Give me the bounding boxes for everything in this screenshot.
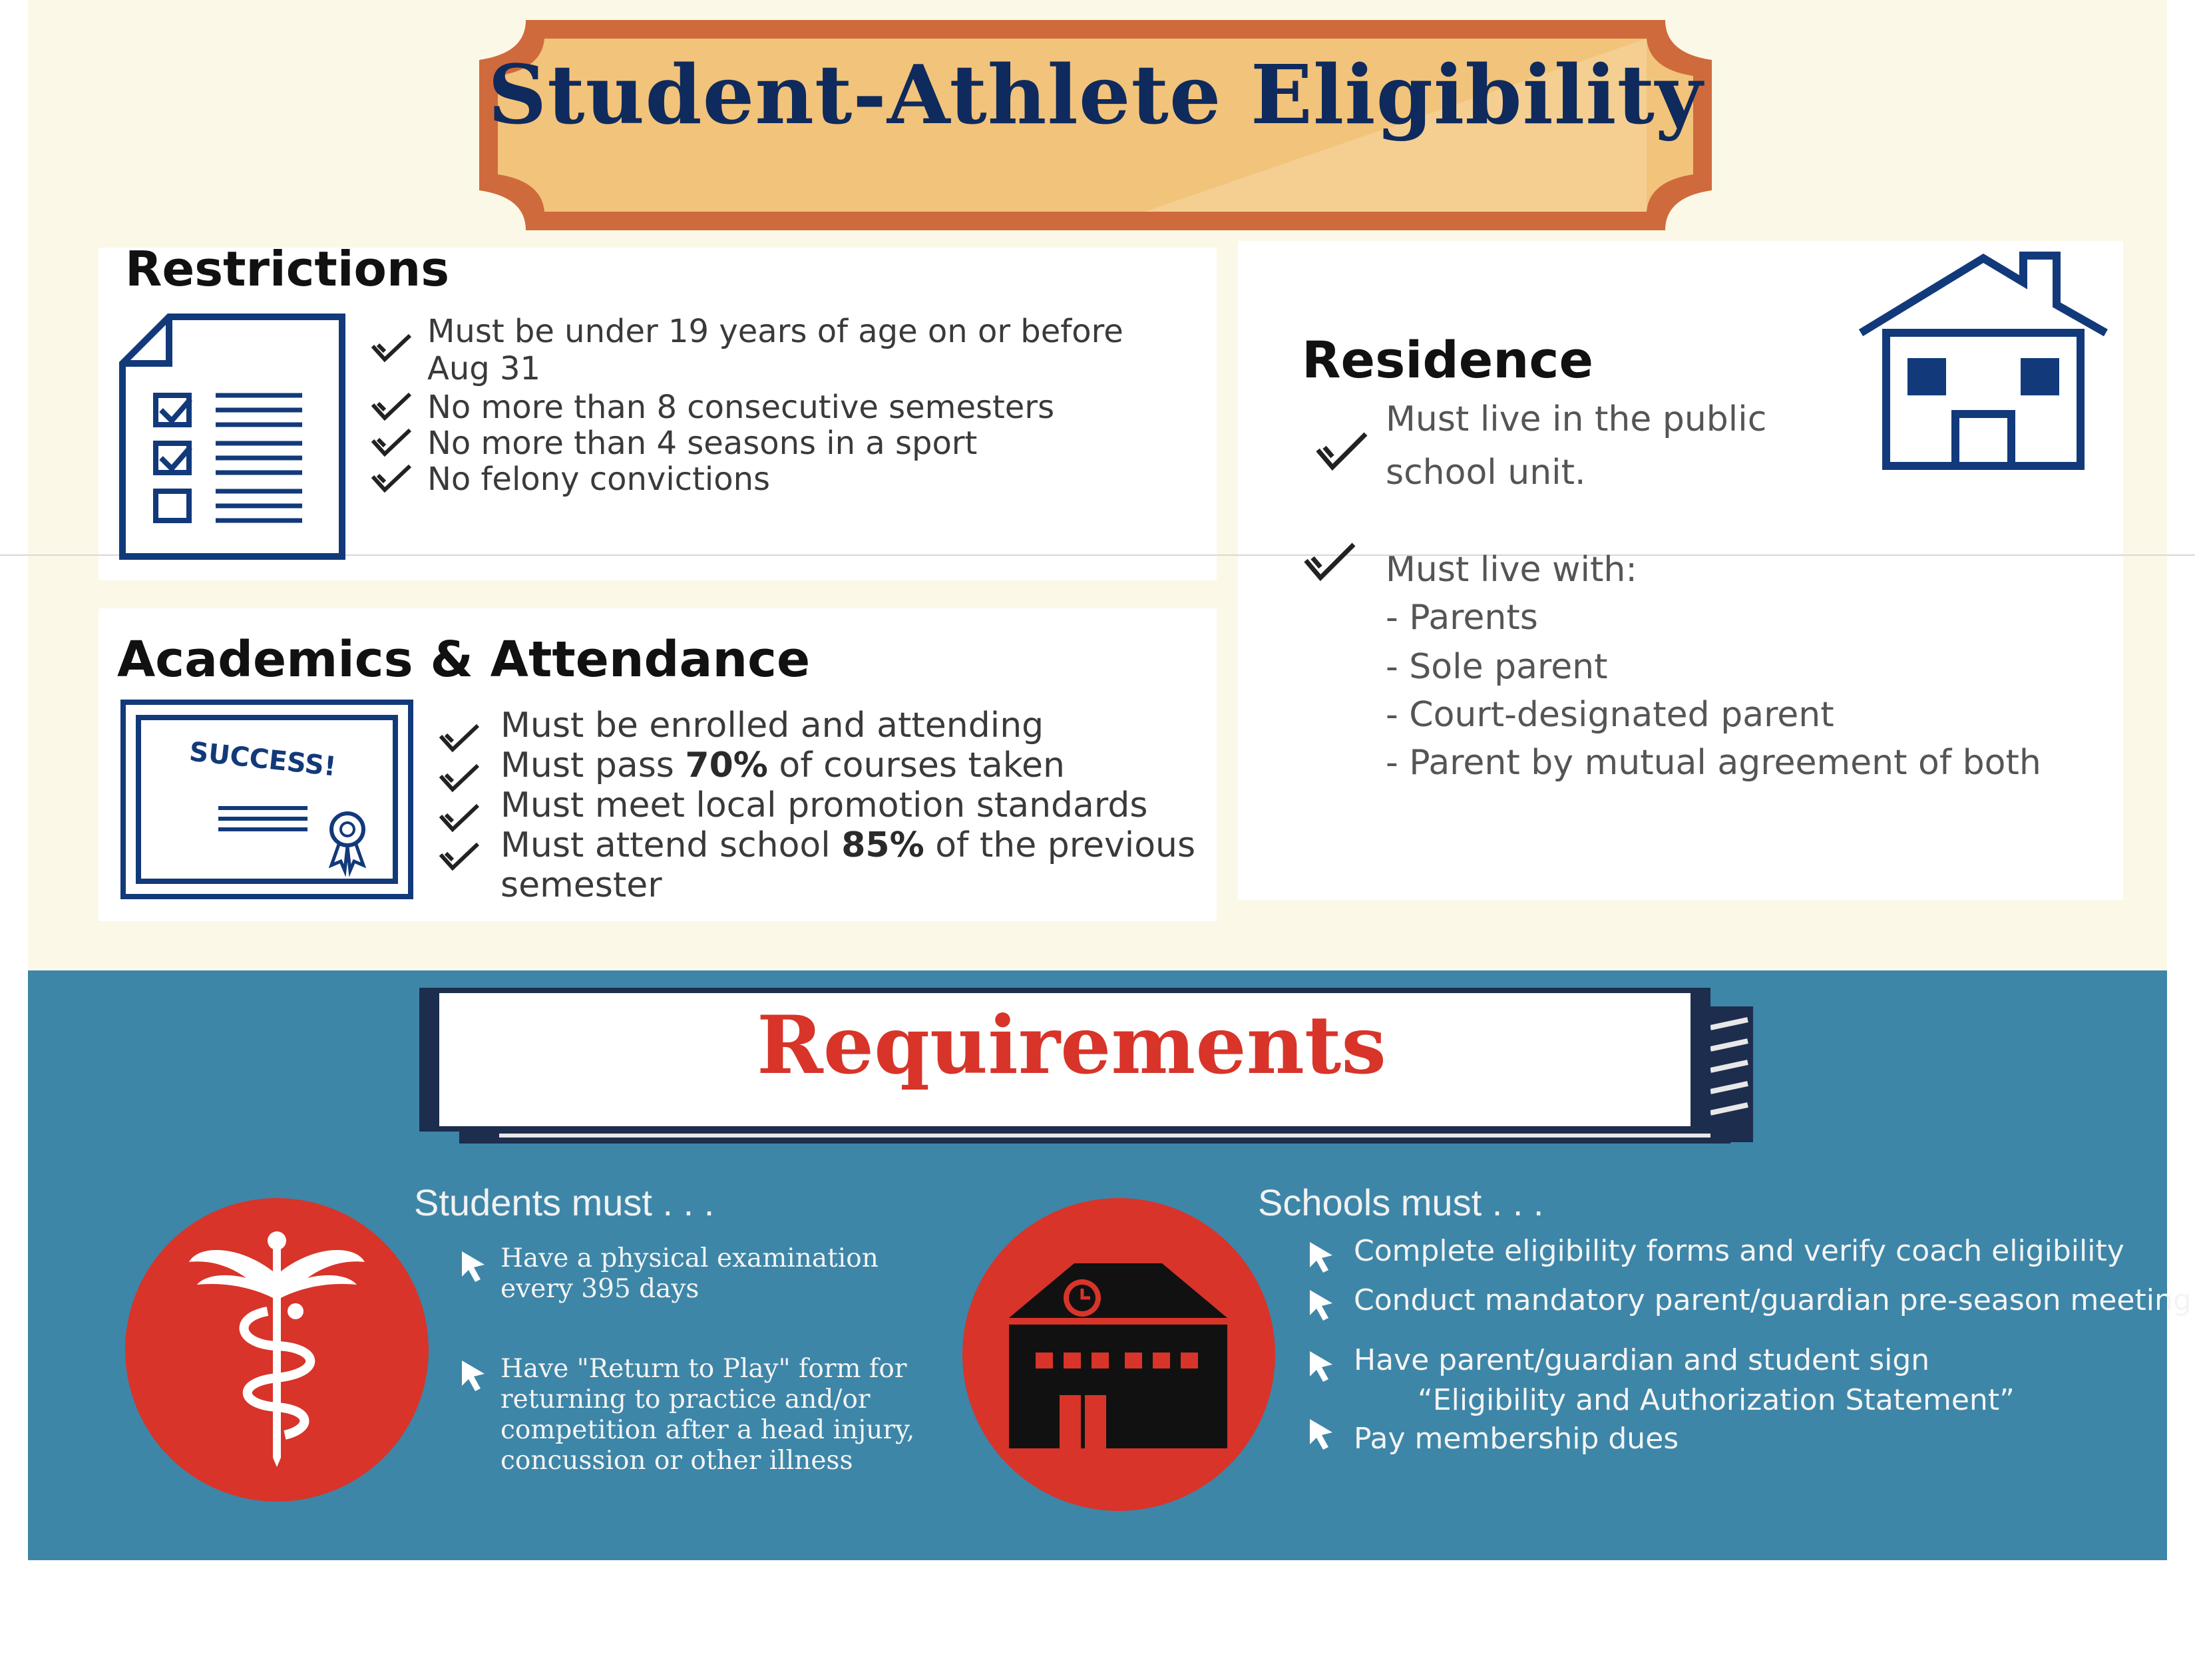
residence-item-1-line2: school unit.	[1386, 453, 1586, 493]
school-building-icon	[962, 1198, 1275, 1511]
restriction-item-3: No more than 4 seasons in a sport	[427, 425, 978, 462]
check-icon	[438, 803, 481, 833]
student-item-1	[500, 1243, 879, 1305]
restrictions-heading: Restrictions	[125, 241, 450, 297]
cursor-arrow-icon	[1307, 1239, 1335, 1274]
school-item-4: Pay membership dues	[1354, 1422, 1679, 1456]
cursor-arrow-icon	[1307, 1287, 1335, 1322]
residence-subitem: - Parents	[1386, 598, 1538, 638]
residence-item-2: Must live with:	[1386, 550, 1637, 590]
school-item-3: Have parent/guardian and student sign	[1354, 1343, 1930, 1377]
restriction-item-1: Must be under 19 years of age on or before	[427, 313, 1123, 350]
academic-item-4-cont: semester	[500, 865, 662, 905]
student-item-1-line: every 395 days	[500, 1274, 699, 1304]
student-item-2-line: returning to practice and/or	[500, 1384, 871, 1414]
checklist-document-icon	[116, 310, 349, 563]
student-item-2-line: concussion or other illness	[500, 1446, 853, 1476]
student-item-2	[500, 1354, 914, 1476]
cursor-arrow-icon	[459, 1249, 487, 1283]
students-heading: Students must . . .	[414, 1181, 715, 1223]
restriction-item-1-cont: Aug 31	[427, 350, 541, 387]
academics-heading: Academics & Attendance	[117, 631, 811, 688]
academic-item-3: Must meet local promotion standards	[500, 785, 1148, 825]
page-title: Student-Athlete Eligibility	[488, 47, 1703, 142]
requirements-heading: Requirements	[757, 998, 1386, 1092]
restriction-item-2: No more than 8 consecutive semesters	[427, 389, 1055, 426]
student-item-2-line: Have "Return to Play" form for	[500, 1354, 907, 1384]
residence-subitem: - Court-designated parent	[1386, 695, 1834, 735]
student-item-1-line: Have a physical examination	[500, 1243, 879, 1273]
check-icon	[370, 463, 413, 494]
academic-item-4: Must attend school 85% of the previous	[500, 825, 1196, 865]
school-item-3-cont: “Eligibility and Authorization Statement”	[1418, 1383, 2015, 1417]
residence-item-1-line1: Must live in the public	[1386, 399, 1767, 439]
school-item-1: Complete eligibility forms and verify coach eligibility	[1354, 1234, 2124, 1268]
cursor-arrow-icon	[1307, 1349, 1335, 1383]
residence-subitem: - Parent by mutual agreement of both	[1386, 743, 2041, 783]
certificate-text: SUCCESS!	[188, 736, 338, 783]
school-item-2: Conduct mandatory parent/guardian pre-season meeting	[1354, 1283, 2192, 1317]
certificate-icon	[120, 699, 414, 900]
check-icon	[370, 427, 413, 458]
academic-item-1: Must be enrolled and attending	[500, 706, 1044, 745]
check-icon	[1303, 542, 1356, 582]
residence-heading: Residence	[1302, 330, 1594, 389]
residence-subitem: - Sole parent	[1386, 647, 1608, 687]
restriction-item-4: No felony convictions	[427, 461, 771, 498]
check-icon	[438, 723, 481, 753]
check-icon	[438, 841, 481, 872]
caduceus-medical-icon	[125, 1198, 429, 1502]
schools-heading: Schools must . . .	[1258, 1181, 1544, 1223]
cursor-arrow-icon	[459, 1358, 487, 1392]
cursor-arrow-icon	[1307, 1416, 1335, 1451]
check-icon	[370, 391, 413, 422]
student-item-2-line: competition after a head injury,	[500, 1415, 915, 1445]
check-icon	[370, 333, 413, 363]
house-icon	[1854, 252, 2112, 473]
check-icon	[438, 763, 481, 793]
check-icon	[1315, 431, 1368, 471]
academic-item-2: Must pass 70% of courses taken	[500, 745, 1065, 785]
